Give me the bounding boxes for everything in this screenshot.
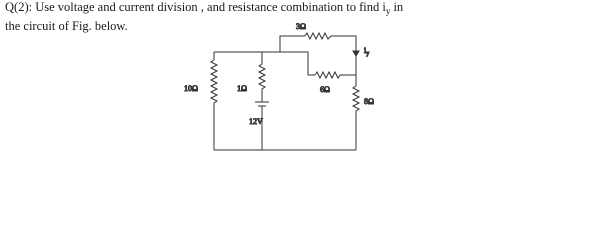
question-body: Use voltage and current division , and resistance combination to find i <box>35 0 386 14</box>
label-1-ohm: 1Ω <box>237 84 247 93</box>
battery-12v <box>255 102 269 150</box>
label-current: $i_y$ <box>364 46 370 57</box>
resistor-1-ohm <box>259 64 265 102</box>
resistor-10-ohm <box>211 60 217 112</box>
label-8-ohm: 8Ω <box>364 97 374 106</box>
resistor-3-ohm <box>305 33 356 86</box>
question-number: Q(2): <box>5 0 33 14</box>
current-arrow <box>353 51 359 56</box>
branch-6-ohm-wire <box>280 52 315 75</box>
question-subscript: y <box>385 6 391 16</box>
label-3-ohm: 3Ω <box>296 22 306 31</box>
label-6-ohm: 6Ω <box>320 85 330 94</box>
label-10-ohm: 10Ω <box>184 84 198 93</box>
label-12v: 12V <box>249 117 263 126</box>
resistor-6-ohm <box>315 72 356 78</box>
resistor-8-ohm <box>353 86 359 150</box>
question-line-2: the circuit of Fig. below. <box>5 19 128 33</box>
loop-wire-left <box>262 36 305 52</box>
question-line1-end: in <box>390 0 404 14</box>
